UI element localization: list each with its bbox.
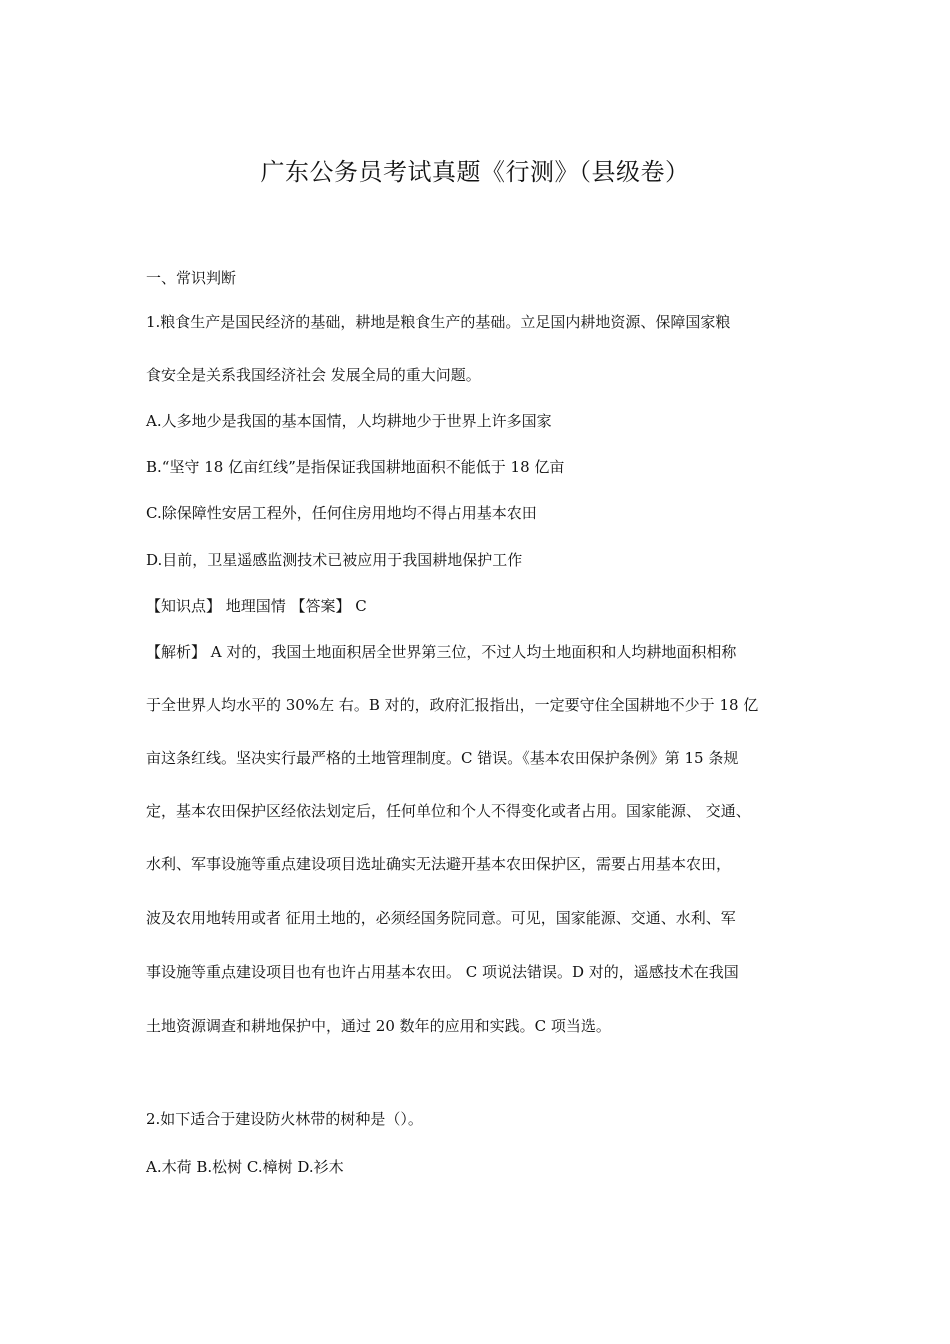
q1-analysis-line-6: 波及农用地转用或者 征用土地的，必须经国务院同意。可见，国家能源、交通、水利、军: [146, 909, 736, 927]
q1-analysis-line-3: 亩这条红线。坚决实行最严格的土地管理制度。C 错误。《基本农田保护条例》第 15 条规: [146, 749, 739, 767]
q1-stem-line-1: 1.粮食生产是国民经济的基础，耕地是粮食生产的基础。立足国内耕地资源、保障国家粮: [146, 313, 731, 331]
section-heading: 一、常识判断: [146, 269, 237, 287]
q1-analysis-line-4: 定，基本农田保护区经依法划定后，任何单位和个人不得变化或者占用。国家能源、 交通、: [146, 802, 751, 820]
q1-analysis-line-5: 水利、军事设施等重点建设项目选址确实无法避开基本农田保护区，需要占用基本农田，: [146, 855, 732, 873]
q1-analysis-line-8: 土地资源调查和耕地保护中，通过 20 数年的应用和实践。C 项当选。: [146, 1017, 611, 1035]
q1-knowledge-answer: 【知识点】 地理国情 【答案】 C: [146, 597, 367, 615]
q1-analysis-line-1: 【解析】 A 对的，我国土地面积居全世界第三位，不过人均土地面积和人均耕地面积相称: [146, 643, 737, 661]
q1-analysis-line-2: 于全世界人均水平的 30%左 右。B 对的，政府汇报指出，一定要守住全国耕地不少于 18 亿: [146, 696, 759, 714]
document-title: 广东公务员考试真题《行测》（县级卷）: [260, 158, 690, 186]
q1-stem-line-2: 食安全是关系我国经济社会 发展全局的重大问题。: [146, 366, 481, 384]
q1-analysis-line-7: 事设施等重点建设项目也有也许占用基本农田。 C 项说法错误。D 对的，遥感技术在我国: [146, 963, 739, 981]
q1-option-a: A.人多地少是我国的基本国情，人均耕地少于世界上许多国家: [146, 412, 552, 430]
q1-option-c: C.除保障性安居工程外，任何住房用地均不得占用基本农田: [146, 504, 537, 522]
q2-options: A.木荷 B.松树 C.樟树 D.衫木: [146, 1158, 344, 1176]
q2-stem: 2.如下适合于建设防火林带的树种是（）。: [146, 1110, 423, 1128]
q1-option-d: D.目前，卫星遥感监测技术已被应用于我国耕地保护工作: [146, 551, 523, 569]
q1-option-b: B.“坚守 18 亿亩红线”是指保证我国耕地面积不能低于 18 亿亩: [146, 458, 565, 476]
